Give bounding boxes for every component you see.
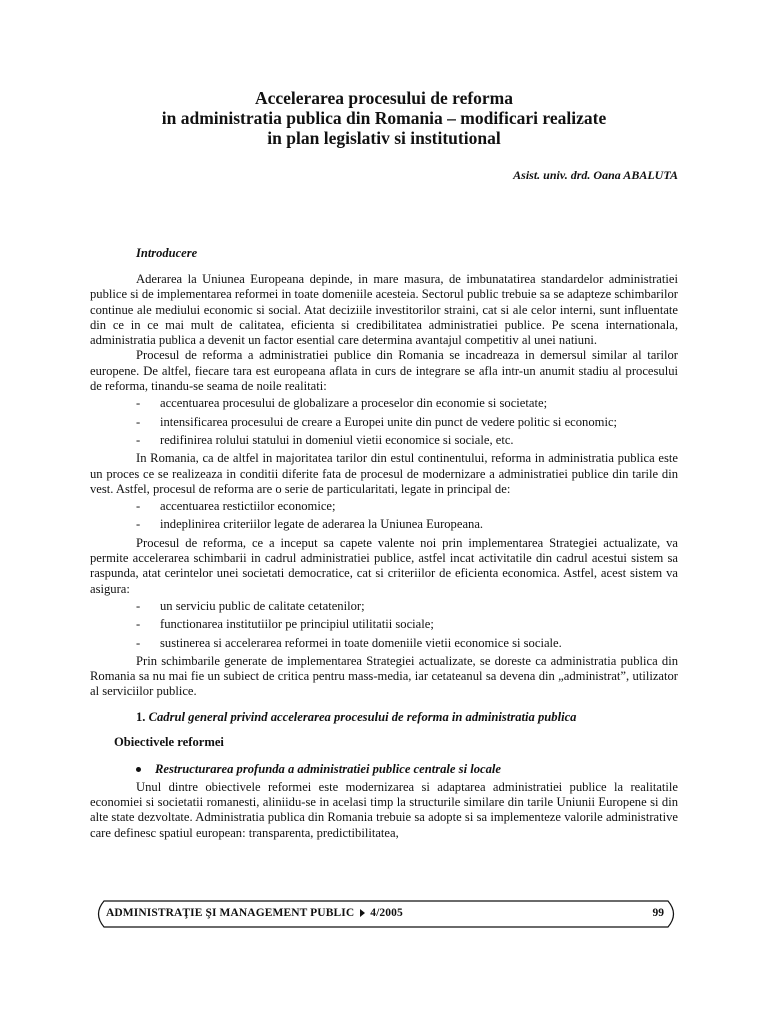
body-text	[90, 272, 678, 841]
bullet-heading	[136, 762, 678, 777]
objectives-heading: Obiectivele reformei	[114, 735, 224, 750]
list-item: - sustinerea si accelerarea reformei in toate domeniile vietii economice si sociale.	[90, 636, 678, 651]
paragraph-2: Procesul de reforma a administratiei publice din Romania se incadreaza in demersul similar al tarilor europene. De altfel, fiecare tara est europeana aflata in curs de integrare se afla intr-un anumit stadiu al procesului de reforma, tinandu-se seama de noile realitati:	[90, 348, 678, 394]
journal-name: ADMINISTRAŢIE ŞI MANAGEMENT PUBLIC	[106, 907, 355, 919]
title-line-3: in plan legislativ si institutional	[267, 128, 501, 148]
section-number: 1.	[136, 709, 146, 724]
paragraph-3: In Romania, ca de altfel in majoritatea tarilor din estul continentului, reforma in administratia publica este un proces ce se realizeaza in conditii diferite fata de procesul de modernizare a administratiei publice din tarile din vest. Astfel, procesul de reforma are o serie de particularitati, legate in principal de:	[90, 451, 678, 496]
bullet-icon	[136, 767, 141, 772]
list-item: - accentuarea procesului de globalizare a proceselor din economie si societate;	[90, 396, 678, 411]
list-item: - functionarea institutiilor pe principiul utilitatii sociale;	[90, 617, 678, 632]
section-1-heading	[136, 710, 678, 725]
section-title: Cadrul general privind accelerarea procesului de reforma in administratia publica	[148, 709, 577, 724]
list-item: - accentuarea restictiilor economice;	[90, 499, 678, 514]
list-item: - redifinirea rolului statului in domeniul vietii economice si sociale, etc.	[90, 433, 678, 448]
triangle-right-icon	[360, 909, 365, 917]
paper-title	[90, 88, 678, 148]
list-item: - indeplinirea criteriilor legate de aderarea la Uniunea Europeana.	[90, 517, 678, 532]
title-line-1: Accelerarea procesului de reforma	[254, 88, 514, 108]
list-item: - un serviciu public de calitate cetatenilor;	[90, 599, 678, 614]
journal-issue: 4/2005	[370, 907, 403, 919]
page-number: 99	[652, 907, 664, 919]
paragraph-1: Aderarea la Uniunea Europeana depinde, in mare masura, de imbunatatirea standardelor administratiei publice si de implementarea reformei in toate domeniile acesteia. Sectorul public trebuie sa se adapteze schimbarilor continue ale mediului economic si social. Atat deciziile investitorilor straini, cat si ale celor interni, sunt influentate din ce in ce mai mult de calitatea, eficienta si credibilitatea administratiei publice. Pe scena internationala, administratia publica a devenit un factor esential care determina avantajul competitiv al unei natiuni.	[90, 272, 678, 348]
intro-heading: Introducere	[136, 246, 198, 260]
paragraph-6: Unul dintre obiectivele reformei este modernizarea si adaptarea administratiei publice la realitatile economiei si societatii romanesti, aliniidu-se in acelasi timp la structurile similare din tarile Uniunii Europene si din alte state dezvoltate. Administratia publica din Romania trebuie sa adopte si sa implementeze valorile administrative care definesc spatiul european: transparenta, predictibilitatea,	[90, 779, 678, 840]
bullet-heading-text: Restructurarea profunda a administratiei publice centrale si locale	[155, 762, 501, 777]
page-footer	[92, 900, 680, 928]
paragraph-5: Prin schimbarile generate de implementarea Strategiei actualizate, se doreste ca administratia publica din Romania sa nu mai fie un subiect de critica pentru mass-media, iar cetateanul sa devena din „administrat”, utilizator al serviciilor publice.	[90, 653, 678, 699]
list-particularitati	[90, 499, 678, 533]
paragraph-4: Procesul de reforma, ce a inceput sa capete valente noi prin implementarea Strategiei actualizate, va permite accelerarea schimbarii in cadrul administratiei publice, astfel incat activitatile din cadrul acestui sistem sa raspunda, atat cerintelor unei societati democratice, cat si criteriilor de eficienta economica. Astfel, acest sistem va asigura:	[90, 535, 678, 596]
author: Asist. univ. drd. Oana ABALUTA	[513, 168, 678, 182]
list-realitati	[90, 396, 678, 448]
footer-journal	[106, 907, 403, 919]
title-line-2: in administratia publica din Romania – modificari realizate	[161, 108, 607, 128]
list-asigura	[90, 599, 678, 651]
list-item: - intensificarea procesului de creare a Europei unite din punct de vedere politic si economic;	[90, 415, 678, 430]
